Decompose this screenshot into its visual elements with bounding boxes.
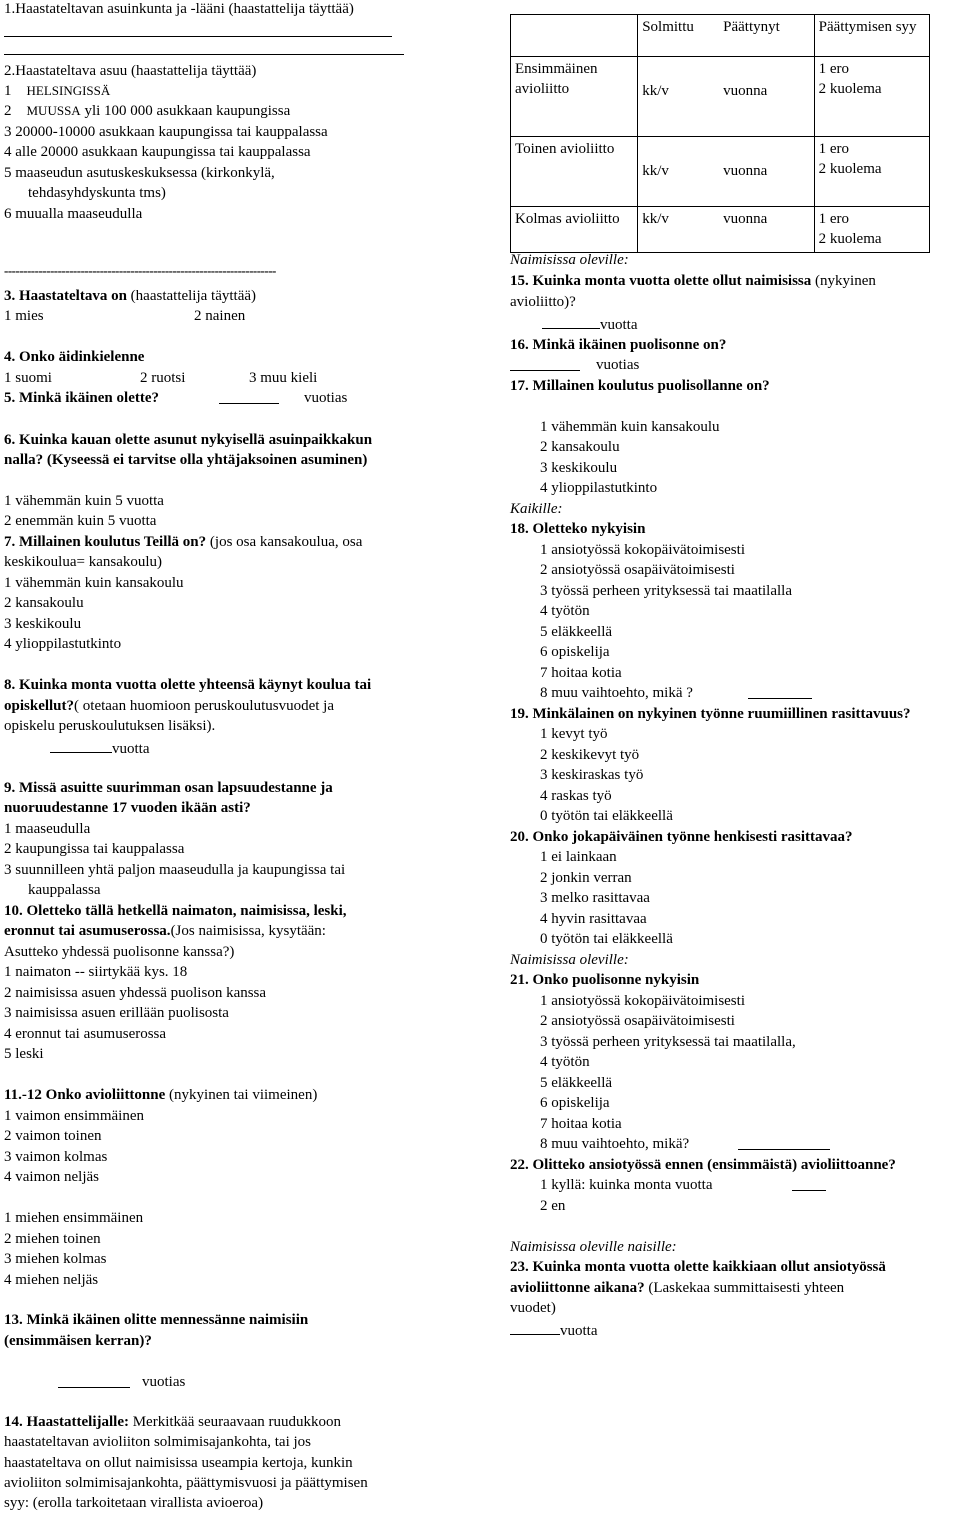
q2-option[interactable]: 5 maaseudun asutuskeskuksessa (kirkonkylä,	[4, 165, 275, 181]
q6-option[interactable]: 1 vähemmän kuin 5 vuotta	[4, 493, 164, 509]
q6-title-cont: nalla? (Kyseessä ei tarvitse olla yhtäjaksoinen asuminen)	[4, 452, 368, 468]
q6-title: 6. Kuinka kauan olette asunut nykyisellä asuinpaikkakun	[4, 432, 373, 448]
q11-title: 11.-12 Onko avioliittonne	[4, 1087, 166, 1103]
table-header-cell: Solmittu	[638, 15, 719, 57]
q7-note: (jos osa kansakoulua, osa	[206, 534, 363, 550]
paattynyt-cell[interactable]: vuonna	[719, 57, 814, 137]
q15-note-cont: avioliitto)?	[510, 294, 576, 310]
syy-cell[interactable]: 1 ero 2 kuolema	[814, 57, 929, 137]
answer-line[interactable]	[4, 36, 392, 37]
q16-unit: vuotias	[596, 357, 640, 373]
q19-option[interactable]: 2 keskikevyt työ	[540, 747, 640, 763]
q11-option[interactable]: 4 miehen neljäs	[4, 1272, 99, 1288]
q14-text-line: avioliiton solmimisajankohta, päättymisvuosi ja päättymisen	[4, 1475, 368, 1491]
q3-option-male[interactable]: 1 mies	[4, 308, 44, 324]
q17-option[interactable]: 2 kansakoulu	[540, 439, 620, 455]
q9-title: 9. Missä asuitte suurimman osan lapsuudestanne ja	[4, 780, 333, 796]
q15-title: 15. Kuinka monta vuotta olette ollut naimisissa	[510, 273, 812, 289]
dash-separator: -----------------------------------------------------------------------	[4, 263, 276, 278]
q7-option[interactable]: 3 keskikoulu	[4, 616, 82, 632]
table-header-cell	[511, 15, 638, 57]
q14-title: 14. Haastattelijalle:	[4, 1414, 129, 1430]
paattynyt-cell[interactable]: vuonna	[719, 207, 814, 253]
q21-option[interactable]: 1 ansiotyössä kokopäivätoimisesti	[540, 993, 745, 1009]
q20-option[interactable]: 0 työtön tai eläkkeellä	[540, 931, 673, 947]
q18-option[interactable]: 2 ansiotyössä osapäivätoimisesti	[540, 562, 735, 578]
q9-option[interactable]: 1 maaseudulla	[4, 821, 91, 837]
q23-title-cont: avioliittonne aikana?	[510, 1280, 645, 1296]
q11-option[interactable]: 1 vaimon ensimmäinen	[4, 1108, 144, 1124]
section-label: Naimisissa oleville naisille:	[510, 1239, 677, 1255]
q2-title: 2.Haastateltava asuu (haastattelija täyttää)	[4, 63, 257, 79]
table-row-label: Toinen avioliitto	[511, 137, 638, 207]
table-row	[511, 137, 930, 207]
q10-option[interactable]: 5 leski	[4, 1046, 44, 1062]
q2-option[interactable]: 2 MUUSSA yli 100 000 asukkaan kaupungissa	[4, 103, 291, 119]
table-header-row	[511, 15, 930, 57]
solmittu-cell[interactable]: kk/v	[638, 207, 719, 253]
q14-text-line: syy: (erolla tarkoitetaan virallista avioeroa)	[4, 1495, 264, 1511]
q8-note: ( otetaan huomioon peruskoulutusvuodet ja	[74, 698, 334, 714]
q8-title: 8. Kuinka monta vuotta olette yhteensä käynyt koulua tai	[4, 677, 372, 693]
q9-option-cont: kauppalassa	[28, 882, 101, 898]
q4-option[interactable]: 2 ruotsi	[140, 370, 186, 386]
q21-option[interactable]: 6 opiskelija	[540, 1095, 610, 1111]
q23-title: 23. Kuinka monta vuotta olette kaikkiaan ollut ansiotyössä	[510, 1259, 886, 1275]
q4-option[interactable]: 3 muu kieli	[249, 370, 318, 386]
q22-option[interactable]: 2 en	[540, 1198, 566, 1214]
answer-line[interactable]	[4, 54, 404, 55]
q18-option[interactable]: 3 työssä perheen yrityksessä tai maatilalla	[540, 583, 793, 599]
q11-note: (nykyinen tai viimeinen)	[165, 1087, 318, 1103]
q8-years-blank[interactable]	[50, 738, 112, 753]
q3-title: 3. Haastateltava on	[4, 288, 127, 304]
q11-option[interactable]: 4 vaimon neljäs	[4, 1169, 99, 1185]
q18-option[interactable]: 7 hoitaa kotia	[540, 665, 622, 681]
q21-option[interactable]: 3 työssä perheen yrityksessä tai maatilalla,	[540, 1034, 796, 1050]
q16-title: 16. Minkä ikäinen puolisonne on?	[510, 337, 727, 353]
syy-cell[interactable]: 1 ero 2 kuolema	[814, 207, 929, 253]
q7-note-cont: keskikoulua= kansakoulu)	[4, 554, 163, 570]
q18-other-blank[interactable]	[748, 684, 812, 699]
q22-option[interactable]: 1 kyllä: kuinka monta vuotta	[540, 1177, 713, 1193]
q23-years-blank[interactable]	[510, 1320, 560, 1335]
q21-other-blank[interactable]	[738, 1135, 830, 1150]
q8-title-cont: opiskellut?	[4, 698, 75, 714]
table-row	[511, 57, 930, 137]
q11-option[interactable]: 2 miehen toinen	[4, 1231, 101, 1247]
q15-unit: vuotta	[600, 317, 638, 333]
q10-note: (Jos naimisissa, kysytään:	[170, 923, 326, 939]
q13-age-blank[interactable]	[58, 1373, 130, 1388]
q9-option[interactable]: 2 kaupungissa tai kauppalassa	[4, 841, 185, 857]
q19-option[interactable]: 1 kevyt työ	[540, 726, 608, 742]
q13-title-cont: (ensimmäisen kerran)?	[4, 1333, 152, 1349]
q21-option[interactable]: 2 ansiotyössä osapäivätoimisesti	[540, 1013, 735, 1029]
q8-note-cont: opiskelu peruskoulutuksen lisäksi).	[4, 718, 216, 734]
marriage-table	[510, 14, 930, 253]
q5-unit: vuotias	[304, 390, 348, 406]
q2-option[interactable]: 6 muualla maaseudulla	[4, 206, 143, 222]
table-row-label: Kolmas avioliitto	[511, 207, 638, 253]
q10-title-cont: eronnut tai asumuserossa.	[4, 923, 171, 939]
q23-note: (Laskekaa summittaisesti yhteen	[644, 1280, 845, 1296]
q20-option[interactable]: 4 hyvin rasittavaa	[540, 911, 647, 927]
q6-option[interactable]: 2 enemmän kuin 5 vuotta	[4, 513, 157, 529]
q7-option[interactable]: 1 vähemmän kuin kansakoulu	[4, 575, 184, 591]
solmittu-cell[interactable]: kk/v	[638, 137, 719, 207]
q22-years-blank[interactable]	[792, 1176, 826, 1191]
q13-title: 13. Minkä ikäinen olitte mennessänne naimisiin	[4, 1312, 309, 1328]
q10-option[interactable]: 4 eronnut tai asumuserossa	[4, 1026, 167, 1042]
q2-option[interactable]: 4 alle 20000 asukkaan kaupungissa tai kauppalassa	[4, 144, 311, 160]
q17-option[interactable]: 4 ylioppilastutkinto	[540, 480, 658, 496]
q16-age-blank[interactable]	[510, 356, 580, 371]
solmittu-cell[interactable]: kk/v	[638, 57, 719, 137]
paattynyt-cell[interactable]: vuonna	[719, 137, 814, 207]
q15-note: (nykyinen	[811, 273, 876, 289]
q15-years-blank[interactable]	[542, 314, 600, 329]
q11-option[interactable]: 3 vaimon kolmas	[4, 1149, 108, 1165]
q2-option-cont: tehdasyhdyskunta tms)	[28, 185, 166, 201]
q22-title: 22. Olitteko ansiotyössä ennen (ensimmäistä) avioliittoanne?	[510, 1157, 896, 1173]
q14-text-line: haastateltavan avioliiton solmimisajankohta, tai jos	[4, 1434, 312, 1450]
q20-title: 20. Onko jokapäiväinen työnne henkisesti rasittavaa?	[510, 829, 853, 845]
q17-option[interactable]: 3 keskikoulu	[540, 460, 618, 476]
section-label: Kaikille:	[510, 501, 563, 517]
q17-option[interactable]: 1 vähemmän kuin kansakoulu	[540, 419, 720, 435]
q23-unit: vuotta	[560, 1323, 598, 1339]
q9-option[interactable]: 3 suunnilleen yhtä paljon maaseudulla ja kaupungissa tai	[4, 862, 346, 878]
q10-option[interactable]: 2 naimisissa asuen yhdessä puolison kanssa	[4, 985, 267, 1001]
q10-title: 10. Oletteko tällä hetkellä naimaton, naimisissa, leski,	[4, 903, 347, 919]
q7-option[interactable]: 2 kansakoulu	[4, 595, 84, 611]
q4-option[interactable]: 1 suomi	[4, 370, 52, 386]
q10-note-cont: Asutteko yhdessä puolisonne kanssa?)	[4, 944, 235, 960]
q17-title: 17. Millainen koulutus puolisollanne on?	[510, 378, 770, 394]
q18-option[interactable]: 8 muu vaihtoehto, mikä ?	[540, 685, 693, 701]
table-row	[511, 207, 930, 253]
q19-title: 19. Minkälainen on nykyinen työnne ruumiillinen rasittavuus?	[510, 706, 911, 722]
q11-option[interactable]: 1 miehen ensimmäinen	[4, 1210, 144, 1226]
q19-option[interactable]: 4 raskas työ	[540, 788, 612, 804]
q14-text-line: haastateltava on ollut naimisissa useampia kertoja, kunkin	[4, 1455, 353, 1471]
section-label: Naimisissa oleville:	[510, 252, 629, 268]
q8-unit: vuotta	[112, 741, 150, 757]
q2-option[interactable]: 1 HELSINGISSÄ	[4, 83, 111, 99]
q20-option[interactable]: 1 ei lainkaan	[540, 849, 617, 865]
q18-option[interactable]: 6 opiskelija	[540, 644, 610, 660]
q23-note-cont: vuodet)	[510, 1300, 556, 1316]
q14-text: Merkitkää seuraavaan ruudukkoon	[128, 1414, 341, 1430]
section-label: Naimisissa oleville:	[510, 952, 629, 968]
q20-option[interactable]: 2 jonkin verran	[540, 870, 632, 886]
q3-option-female[interactable]: 2 nainen	[194, 308, 246, 324]
q21-option[interactable]: 5 eläkkeellä	[540, 1075, 613, 1091]
q2-option[interactable]: 3 20000-10000 asukkaan kaupungissa tai kauppalassa	[4, 124, 328, 140]
q11-option[interactable]: 2 vaimon toinen	[4, 1128, 102, 1144]
q9-title-cont: nuoruudestanne 17 vuoden ikään asti?	[4, 800, 251, 816]
q5-age-blank[interactable]	[219, 389, 279, 404]
q19-option[interactable]: 0 työtön tai eläkkeellä	[540, 808, 673, 824]
table-header-cell: Päättymisen syy	[814, 15, 929, 57]
q11-option[interactable]: 3 miehen kolmas	[4, 1251, 107, 1267]
q21-option[interactable]: 4 työtön	[540, 1054, 590, 1070]
q19-option[interactable]: 3 keskiraskas työ	[540, 767, 644, 783]
q7-title: 7. Millainen koulutus Teillä on?	[4, 534, 207, 550]
q10-option[interactable]: 1 naimaton -- siirtykää kys. 18	[4, 964, 188, 980]
q18-title: 18. Oletteko nykyisin	[510, 521, 646, 537]
q21-option[interactable]: 7 hoitaa kotia	[540, 1116, 622, 1132]
q18-option[interactable]: 1 ansiotyössä kokopäivätoimisesti	[540, 542, 745, 558]
q18-option[interactable]: 5 eläkkeellä	[540, 624, 613, 640]
q5-title: 5. Minkä ikäinen olette?	[4, 390, 160, 406]
table-row-label: Ensimmäinen avioliitto	[511, 57, 638, 137]
q7-option[interactable]: 4 ylioppilastutkinto	[4, 636, 122, 652]
q13-unit: vuotias	[142, 1374, 186, 1390]
syy-cell[interactable]: 1 ero 2 kuolema	[814, 137, 929, 207]
q20-option[interactable]: 3 melko rasittavaa	[540, 890, 650, 906]
table-header-cell: Päättynyt	[719, 15, 814, 57]
q18-option[interactable]: 4 työtön	[540, 603, 590, 619]
q10-option[interactable]: 3 naimisissa asuen erillään puolisosta	[4, 1005, 229, 1021]
q1-title: 1.Haastateltavan asuinkunta ja -lääni (haastattelija täyttää)	[4, 1, 354, 17]
q4-title: 4. Onko äidinkielenne	[4, 349, 145, 365]
q21-option[interactable]: 8 muu vaihtoehto, mikä?	[540, 1136, 690, 1152]
q21-title: 21. Onko puolisonne nykyisin	[510, 972, 700, 988]
